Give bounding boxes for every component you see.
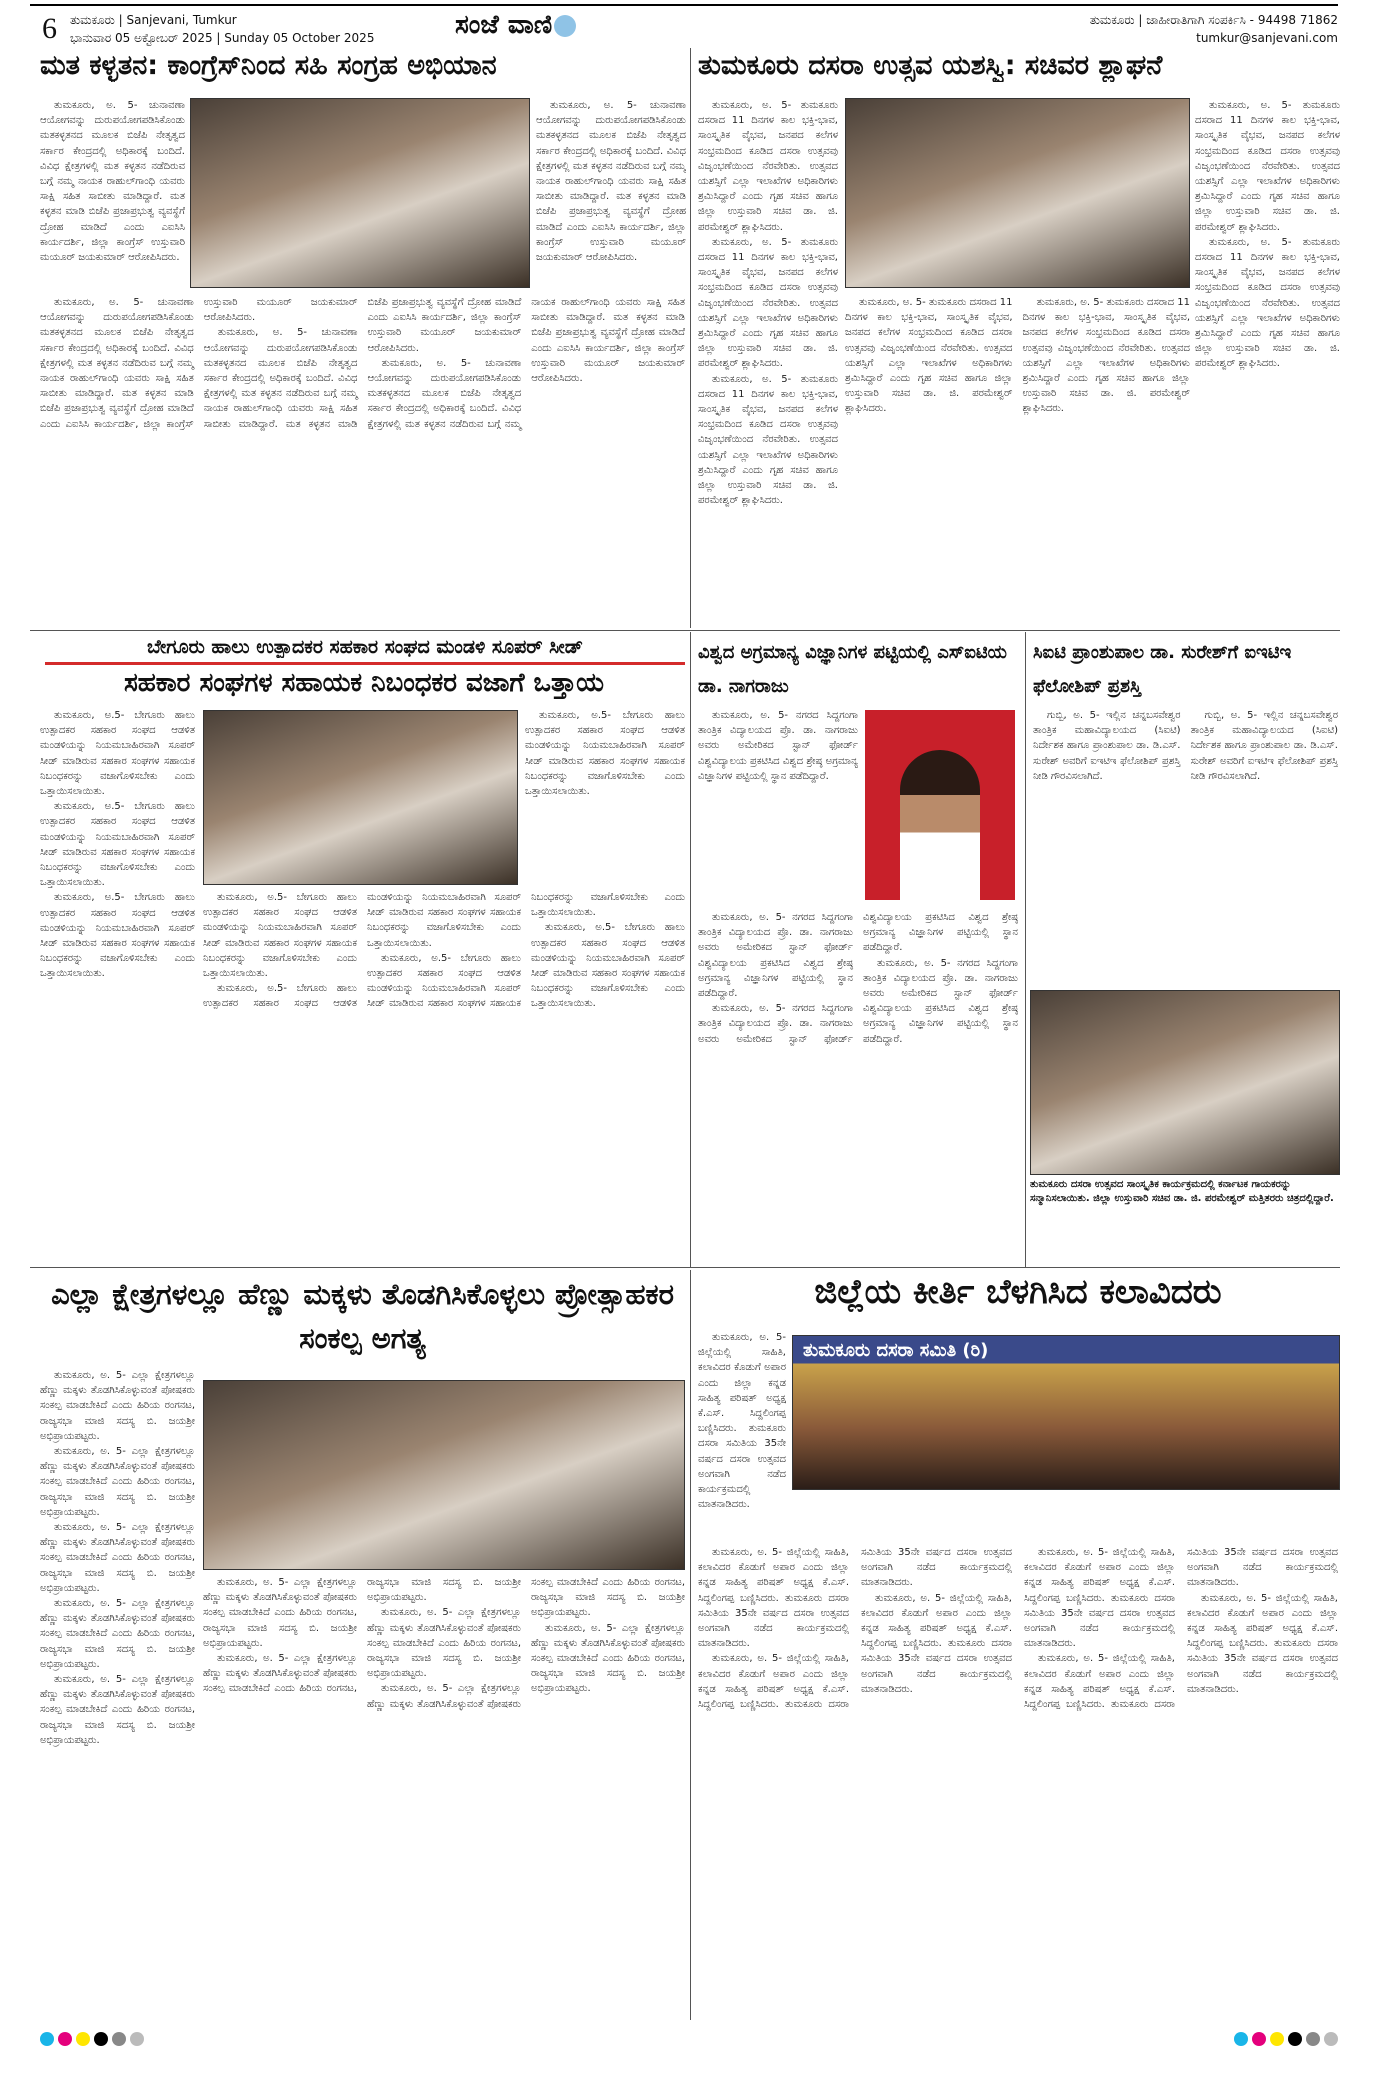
photo-caption: ತುಮಕೂರು ದಸರಾ ಉತ್ಸವದ ಸಾಂಸ್ಕೃತಿಕ ಕಾರ್ಯಕ್ರಮದಲ್ಲಿ ಕರ್ನಾಟಕ ಗಾಯಕರನ್ನು ಸನ್ಮಾನಿಸಲಾಯಿತು. ಜಿಲ್ಲಾ ಉಸ್ತುವಾರಿ ಸಚಿವ ಡಾ. ಜಿ. ಪರಮೇಶ್ವರ್ ಮತ್ತಿತರರು ಚಿತ್ರದಲ್ಲಿದ್ದಾರೆ.: [1030, 1178, 1340, 1263]
paragraph: ತುಮಕೂರು, ಅ. 5- ಚುನಾವಣಾ ಆಯೋಗವನ್ನು ದುರುಪಯೋಗಪಡಿಸಿಕೊಂಡು ಮತಕಳ್ಳತನದ ಮೂಲಕ ಬಿಜೆಪಿ ನೇತೃತ್ವದ ಸರ್ಕಾರ ಕೇಂದ್ರದಲ್ಲಿ ಅಧಿಕಾರಕ್ಕೆ ಬಂದಿದೆ. ವಿವಿಧ ಕ್ಷೇತ್ರಗಳಲ್ಲಿ ಮತ ಕಳ್ಳತನ ನಡೆದಿರುವ ಬಗ್ಗೆ ನಮ್ಮ ನಾಯಕ ರಾಹುಲ್‌ಗಾಂಧಿ ಯವರು ಸಾಕ್ಷಿ ಸಹಿತ ಸಾಬೀತು ಮಾಡಿದ್ದಾರೆ. ಮತ ಕಳ್ಳತನ ಮಾಡಿ ಬಿಜೆಪಿ ಪ್ರಜಾಪ್ರಭುತ್ವ ವ್ಯವಸ್ಥೆಗೆ ದ್ರೋಹ ಮಾಡಿದೆ ಎಂದು ಎಐಸಿಸಿ ಕಾರ್ಯದರ್ಶಿ, ಜಿಲ್ಲಾ ಕಾಂಗ್ರೆಸ್ ಉಸ್ತುವಾರಿ ಮಯೂರ್ ಜಯಕುಮಾರ್ ಆರೋಪಿಸಿದರು.: [40, 100, 185, 264]
color-registration-right: [1234, 2032, 1338, 2046]
paragraph: ತುಮಕೂರು, ಅ.5- ಬೇಗೂರು ಹಾಲು ಉತ್ಪಾದಕರ ಸಹಕಾರ ಸಂಘದ ಆಡಳಿತ ಮಂಡಳಿಯನ್ನು ನಿಯಮಬಾಹಿರವಾಗಿ ಸೂಪರ್ ಸೀಡ್ ಮಾಡಿರುವ ಸಹಕಾರ ಸಂಘಗಳ ಸಹಾಯಕ ನಿಬಂಧಕರನ್ನು ವಜಾಗೊಳಿಸಬೇಕು ಎಂದು ಒತ್ತಾಯಿಸಲಾಯಿತು.: [531, 922, 685, 1010]
paragraph: ತುಮಕೂರು, ಅ.5- ಬೇಗೂರು ಹಾಲು ಉತ್ಪಾದಕರ ಸಹಕಾರ ಸಂಘದ ಆಡಳಿತ ಮಂಡಳಿಯನ್ನು ನಿಯಮಬಾಹಿರವಾಗಿ ಸೂಪರ್ ಸೀಡ್ ಮಾಡಿರುವ ಸಹಕಾರ ಸಂಘಗಳ ಸಹಾಯಕ ನಿಬಂಧಕರನ್ನು ವಜಾಗೊಳಿಸಬೇಕು ಎಂದು ಒತ್ತಾಯಿಸಲಾಯಿತು.: [367, 892, 685, 1010]
paragraph: ತುಮಕೂರು, ಅ. 5- ತುಮಕೂರು ದಸರಾದ 11 ದಿನಗಳ ಕಾಲ ಭಕ್ತಿ-ಭಾವ, ಸಾಂಸ್ಕೃತಿಕ ವೈಭವ, ಜನಪದ ಕಲೆಗಳ ಸಂಭ್ರಮದಿಂದ ಕೂಡಿದ ದಸರಾ ಉತ್ಸವವು ವಿಜೃಂಭಣೆಯಿಂದ ನೆರವೇರಿತು. ಉತ್ಸವದ ಯಶಸ್ಸಿಗೆ ಎಲ್ಲಾ ಇಲಾಖೆಗಳ ಅಧಿಕಾರಿಗಳು ಶ್ರಮಿಸಿದ್ದಾರೆ ಎಂದು ಗೃಹ ಸಚಿವ ಹಾಗೂ ಜಿಲ್ಲಾ ಉಸ್ತುವಾರಿ ಸಚಿವ ಡಾ. ಜಿ. ಪರಮೇಶ್ವರ್ ಶ್ಲಾಘಿಸಿದರು.: [845, 297, 1013, 415]
paragraph: ತುಮಕೂರು, ಅ. 5- ತುಮಕೂರು ದಸರಾದ 11 ದಿನಗಳ ಕಾಲ ಭಕ್ತಿ-ಭಾವ, ಸಾಂಸ್ಕೃತಿಕ ವೈಭವ, ಜನಪದ ಕಲೆಗಳ ಸಂಭ್ರಮದಿಂದ ಕೂಡಿದ ದಸರಾ ಉತ್ಸವವು ವಿಜೃಂಭಣೆಯಿಂದ ನೆರವೇರಿತು. ಉತ್ಸವದ ಯಶಸ್ಸಿಗೆ ಎಲ್ಲಾ ಇಲಾಖೆಗಳ ಅಧಿಕಾರಿಗಳು ಶ್ರಮಿಸಿದ್ದಾರೆ ಎಂದು ಗೃಹ ಸಚಿವ ಹಾಗೂ ಜಿಲ್ಲಾ ಉಸ್ತುವಾರಿ ಸಚಿವ ಡಾ. ಜಿ. ಪರಮೇಶ್ವರ್ ಶ್ಲಾಘಿಸಿದರು.: [1022, 297, 1190, 415]
portrait-nagaraju: [865, 710, 1015, 900]
divider: [30, 630, 1340, 631]
paragraph: ತುಮಕೂರು, ಅ. 5- ನಗರದ ಸಿದ್ದಗಂಗಾ ತಾಂತ್ರಿಕ ವಿದ್ಯಾಲಯದ ಪ್ರೊ. ಡಾ. ನಾಗರಾಜು ಅವರು ಅಮೇರಿಕದ ಸ್ಟಾನ್ ಫೋರ್ಡ್ ವಿಶ್ವವಿದ್ಯಾಲಯ ಪ್ರಕಟಿಸಿದ ವಿಶ್ವದ ಶ್ರೇಷ್ಠ ಅಗ್ರಮಾನ್ಯ ವಿಜ್ಞಾನಿಗಳ ಪಟ್ಟಿಯಲ್ಲಿ ಸ್ಥಾನ ಪಡೆದಿದ್ದಾರೆ.: [698, 912, 1018, 1045]
paragraph: ತುಮಕೂರು, ಅ. 5- ಎಲ್ಲಾ ಕ್ಷೇತ್ರಗಳಲ್ಲೂ ಹೆಣ್ಣು ಮಕ್ಕಳು ತೊಡಗಿಸಿಕೊಳ್ಳುವಂತೆ ಪೋಷಕರು ಸಂಕಲ್ಪ ಮಾಡಬೇಕಿದೆ ಎಂದು ಹಿರಿಯ ರಂಗನಟ, ರಾಜ್ಯಸಭಾ ಮಾಜಿ ಸದಸ್ಯ ಬಿ. ಜಯಶ್ರೀ ಅಭಿಪ್ರಾಯಪಟ್ಟರು.: [40, 1674, 195, 1746]
headline: ಎಲ್ಲಾ ಕ್ಷೇತ್ರಗಳಲ್ಲೂ ಹೆಣ್ಣು ಮಕ್ಕಳು ತೊಡಗಿಸಿಕೊಳ್ಳಲು ಪ್ರೋತ್ಸಾಹಕರ ಸಂಕಲ್ಪ ಅಗತ್ಯ: [51, 1277, 674, 1355]
paragraph: ತುಮಕೂರು, ಅ. 5- ಜಿಲ್ಲೆಯಲ್ಲಿ ಸಾಹಿತಿ, ಕಲಾವಿದರ ಕೊಡುಗೆ ಅಪಾರ ಎಂದು ಜಿಲ್ಲಾ ಕನ್ನಡ ಸಾಹಿತ್ಯ ಪರಿಷತ್ ಅಧ್ಯಕ್ಷ ಕೆ.ಎಸ್. ಸಿದ್ದಲಿಂಗಪ್ಪ ಬಣ್ಣಿಸಿದರು. ತುಮಕೂರು ದಸರಾ ಸಮಿತಿಯ 35ನೇ ವರ್ಷದ ದಸರಾ ಉತ್ಸವದ ಅಂಗವಾಗಿ ನಡೆದ ಕಾರ್ಯಕ್ರಮದಲ್ಲಿ ಮಾತನಾಡಿದರು.: [1024, 1547, 1338, 1711]
article-body: [698, 1330, 786, 1540]
color-registration-left: [40, 2032, 144, 2046]
article-body-side: [1195, 98, 1340, 623]
divider: [690, 48, 691, 628]
paragraph: ತುಮಕೂರು, ಅ. 5- ಚುನಾವಣಾ ಆಯೋಗವನ್ನು ದುರುಪಯೋಗಪಡಿಸಿಕೊಂಡು ಮತಕಳ್ಳತನದ ಮೂಲಕ ಬಿಜೆಪಿ ನೇತೃತ್ವದ ಸರ್ಕಾರ ಕೇಂದ್ರದಲ್ಲಿ ಅಧಿಕಾರಕ್ಕೆ ಬಂದಿದೆ. ವಿವಿಧ ಕ್ಷೇತ್ರಗಳಲ್ಲಿ ಮತ ಕಳ್ಳತನ ನಡೆದಿರುವ ಬಗ್ಗೆ ನಮ್ಮ ನಾಯಕ ರಾಹುಲ್‌ಗಾಂಧಿ ಯವರು ಸಾಕ್ಷಿ ಸಹಿತ ಸಾಬೀತು ಮಾಡಿದ್ದಾರೆ. ಮತ ಕಳ್ಳತನ ಮಾಡಿ ಬಿಜೆಪಿ ಪ್ರಜಾಪ್ರಭುತ್ವ ವ್ಯವಸ್ಥೆಗೆ ದ್ರೋಹ ಮಾಡಿದೆ ಎಂದು ಎಐಸಿಸಿ ಕಾರ್ಯದರ್ಶಿ, ಜಿಲ್ಲಾ ಕಾಂಗ್ರೆಸ್ ಉಸ್ತುವಾರಿ ಮಯೂರ್ ಜಯಕುಮಾರ್ ಆರೋಪಿಸಿದರು.: [367, 297, 685, 430]
article-body-side: [525, 708, 685, 888]
paragraph: ತುಮಕೂರು, ಅ. 5- ಎಲ್ಲಾ ಕ್ಷೇತ್ರಗಳಲ್ಲೂ ಹೆಣ್ಣು ಮಕ್ಕಳು ತೊಡಗಿಸಿಕೊಳ್ಳುವಂತೆ ಪೋಷಕರು ಸಂಕಲ್ಪ ಮಾಡಬೇಕಿದೆ ಎಂದು ಹಿರಿಯ ರಂಗನಟ, ರಾಜ್ಯಸಭಾ ಮಾಜಿ ಸದಸ್ಯ ಬಿ. ಜಯಶ್ರೀ ಅಭಿಪ್ರಾಯಪಟ್ಟರು.: [40, 1446, 195, 1518]
headline: ವಿಶ್ವದ ಅಗ್ರಮಾನ್ಯ ವಿಜ್ಞಾನಿಗಳ ಪಟ್ಟಿಯಲ್ಲಿ ಎಸ್‌ಐಟಿಯ ಡಾ. ನಾಗರಾಜು: [698, 642, 1007, 697]
divider: [690, 632, 691, 1267]
divider: [690, 1270, 691, 2020]
article-body-side: [536, 98, 686, 293]
edition: | Sanjevani, Tumkur: [118, 13, 237, 27]
stage-banner: ತುಮಕೂರು ದಸರಾ ಸಮಿತಿ (ರಿ): [803, 1340, 989, 1361]
paragraph: ತುಮಕೂರು, ಅ.5- ಬೇಗೂರು ಹಾಲು ಉತ್ಪಾದಕರ ಸಹಕಾರ ಸಂಘದ ಆಡಳಿತ ಮಂಡಳಿಯನ್ನು ನಿಯಮಬಾಹಿರವಾಗಿ ಸೂಪರ್ ಸೀಡ್ ಮಾಡಿರುವ ಸಹಕಾರ ಸಂಘಗಳ ಸಹಾಯಕ ನಿಬಂಧಕರನ್ನು ವಜಾಗೊಳಿಸಬೇಕು ಎಂದು ಒತ್ತಾಯಿಸಲಾಯಿತು.: [40, 892, 195, 980]
paragraph: ತುಮಕೂರು, ಅ. 5- ನಗರದ ಸಿದ್ದಗಂಗಾ ತಾಂತ್ರಿಕ ವಿದ್ಯಾಲಯದ ಪ್ರೊ. ಡಾ. ನಾಗರಾಜು ಅವರು ಅಮೇರಿಕದ ಸ್ಟಾನ್ ಫೋರ್ಡ್ ವಿಶ್ವವಿದ್ಯಾಲಯ ಪ್ರಕಟಿಸಿದ ವಿಶ್ವದ ಶ್ರೇಷ್ಠ ಅಗ್ರಮಾನ್ಯ ವಿಜ್ಞಾನಿಗಳ ಪಟ್ಟಿಯಲ್ಲಿ ಸ್ಥಾನ ಪಡೆದಿದ್ದಾರೆ.: [698, 912, 853, 1000]
paragraph: ಗುಬ್ಬಿ, ಅ. 5- ಇಲ್ಲಿನ ಚನ್ನಬಸವೇಶ್ವರ ತಾಂತ್ರಿಕ ಮಹಾವಿದ್ಯಾಲಯದ (ಸಿಐಟಿ) ನಿರ್ದೇಶಕ ಹಾಗೂ ಪ್ರಾಂಶುಪಾಲ ಡಾ. ಡಿ.ಎಸ್. ಸುರೇಶ್ ಅವರಿಗೆ ಐಇಟಿಇ ಫೆಲೋಶಿಪ್ ಪ್ರಶಸ್ತಿ ನೀಡಿ ಗೌರವಿಸಲಾಗಿದೆ.: [1033, 710, 1181, 782]
headline: ಸಿಐಟಿ ಪ್ರಾಂಶುಪಾಲ ಡಾ. ಸುರೇಶ್‌ಗೆ ಐಇಟಿಇ ಫೆಲೋಶಿಪ್ ಪ್ರಶಸ್ತಿ: [1033, 642, 1292, 697]
paragraph: ತುಮಕೂರು, ಅ. 5- ತುಮಕೂರು ದಸರಾದ 11 ದಿನಗಳ ಕಾಲ ಭಕ್ತಿ-ಭಾವ, ಸಾಂಸ್ಕೃತಿಕ ವೈಭವ, ಜನಪದ ಕಲೆಗಳ ಸಂಭ್ರಮದಿಂದ ಕೂಡಿದ ದಸರಾ ಉತ್ಸವವು ವಿಜೃಂಭಣೆಯಿಂದ ನೆರವೇರಿತು. ಉತ್ಸವದ ಯಶಸ್ಸಿಗೆ ಎಲ್ಲಾ ಇಲಾಖೆಗಳ ಅಧಿಕಾರಿಗಳು ಶ್ರಮಿಸಿದ್ದಾರೆ ಎಂದು ಗೃಹ ಸಚಿವ ಹಾಗೂ ಜಿಲ್ಲಾ ಉಸ್ತುವಾರಿ ಸಚಿವ ಡಾ. ಜಿ. ಪರಮೇಶ್ವರ್ ಶ್ಲಾಘಿಸಿದರು.: [698, 100, 838, 233]
paragraph: ತುಮಕೂರು, ಅ. 5- ಚುನಾವಣಾ ಆಯೋಗವನ್ನು ದುರುಪಯೋಗಪಡಿಸಿಕೊಂಡು ಮತಕಳ್ಳತನದ ಮೂಲಕ ಬಿಜೆಪಿ ನೇತೃತ್ವದ ಸರ್ಕಾರ ಕೇಂದ್ರದಲ್ಲಿ ಅಧಿಕಾರಕ್ಕೆ ಬಂದಿದೆ. ವಿವಿಧ ಕ್ಷೇತ್ರಗಳಲ್ಲಿ ಮತ ಕಳ್ಳತನ ನಡೆದಿರುವ ಬಗ್ಗೆ ನಮ್ಮ ನಾಯಕ ರಾಹುಲ್‌ಗಾಂಧಿ ಯವರು ಸಾಕ್ಷಿ ಸಹಿತ ಸಾಬೀತು ಮಾಡಿದ್ದಾರೆ. ಮತ ಕಳ್ಳತನ ಮಾಡಿ ಬಿಜೆಪಿ ಪ್ರಜಾಪ್ರಭುತ್ವ ವ್ಯವಸ್ಥೆಗೆ ದ್ರೋಹ ಮಾಡಿದೆ ಎಂದು ಎಐಸಿಸಿ ಕಾರ್ಯದರ್ಶಿ, ಜಿಲ್ಲಾ ಕಾಂಗ್ರೆಸ್ ಉಸ್ತುವಾರಿ ಮಯೂರ್ ಜಯಕುಮಾರ್ ಆರೋಪಿಸಿದರು.: [40, 297, 358, 430]
paragraph: ತುಮಕೂರು, ಅ. 5- ಚುನಾವಣಾ ಆಯೋಗವನ್ನು ದುರುಪಯೋಗಪಡಿಸಿಕೊಂಡು ಮತಕಳ್ಳತನದ ಮೂಲಕ ಬಿಜೆಪಿ ನೇತೃತ್ವದ ಸರ್ಕಾರ ಕೇಂದ್ರದಲ್ಲಿ ಅಧಿಕಾರಕ್ಕೆ ಬಂದಿದೆ. ವಿವಿಧ ಕ್ಷೇತ್ರಗಳಲ್ಲಿ ಮತ ಕಳ್ಳತನ ನಡೆದಿರುವ ಬಗ್ಗೆ ನಮ್ಮ ನಾಯಕ ರಾಹುಲ್‌ಗಾಂಧಿ ಯವರು ಸಾಕ್ಷಿ ಸಹಿತ ಸಾಬೀತು ಮಾಡಿದ್ದಾರೆ. ಮತ ಕಳ್ಳತನ ಮಾಡಿ ಬಿಜೆಪಿ ಪ್ರಜಾಪ್ರಭುತ್ವ ವ್ಯವಸ್ಥೆಗೆ ದ್ರೋಹ ಮಾಡಿದೆ ಎಂದು ಎಐಸಿಸಿ ಕಾರ್ಯದರ್ಶಿ, ಜಿಲ್ಲಾ ಕಾಂಗ್ರೆಸ್ ಉಸ್ತುವಾರಿ ಮಯೂರ್ ಜಯಕುಮಾರ್ ಆರೋಪಿಸಿದರು.: [536, 100, 686, 264]
paragraph: ತುಮಕೂರು, ಅ. 5- ತುಮಕೂರು ದಸರಾದ 11 ದಿನಗಳ ಕಾಲ ಭಕ್ತಿ-ಭಾವ, ಸಾಂಸ್ಕೃತಿಕ ವೈಭವ, ಜನಪದ ಕಲೆಗಳ ಸಂಭ್ರಮದಿಂದ ಕೂಡಿದ ದಸರಾ ಉತ್ಸವವು ವಿಜೃಂಭಣೆಯಿಂದ ನೆರವೇರಿತು. ಉತ್ಸವದ ಯಶಸ್ಸಿಗೆ ಎಲ್ಲಾ ಇಲಾಖೆಗಳ ಅಧಿಕಾರಿಗಳು ಶ್ರಮಿಸಿದ್ದಾರೆ ಎಂದು ಗೃಹ ಸಚಿವ ಹಾಗೂ ಜಿಲ್ಲಾ ಉಸ್ತುವಾರಿ ಸಚಿವ ಡಾ. ಜಿ. ಪರಮೇಶ್ವರ್ ಶ್ಲಾಘಿಸಿದರು.: [698, 373, 838, 507]
headline: ತುಮಕೂರು ದಸರಾ ಉತ್ಸವ ಯಶಸ್ವಿ: ಸಚಿವರ ಶ್ಲಾಘನೆ: [698, 50, 1163, 81]
kicker: ಬೇಗೂರು ಹಾಲು ಉತ್ಪಾದಕರ ಸಹಕಾರ ಸಂಘದ ಮಂಡಳಿ ಸೂಪರ್ ಸೀಡ್: [147, 636, 583, 658]
paragraph: ತುಮಕೂರು, ಅ.5- ಬೇಗೂರು ಹಾಲು ಉತ್ಪಾದಕರ ಸಹಕಾರ ಸಂಘದ ಆಡಳಿತ ಮಂಡಳಿಯನ್ನು ನಿಯಮಬಾಹಿರವಾಗಿ ಸೂಪರ್ ಸೀಡ್ ಮಾಡಿರುವ ಸಹಕಾರ ಸಂಘಗಳ ಸಹಾಯಕ ನಿಬಂಧಕರನ್ನು ವಜಾಗೊಳಿಸಬೇಕು ಎಂದು ಒತ್ತಾಯಿಸಲಾಯಿತು.: [203, 892, 521, 1010]
date-kn: ಭಾನುವಾರ 05 ಅಕ್ಟೋಬರ್ 2025: [70, 31, 213, 45]
red-rule: [45, 662, 685, 665]
photo-women-event: [203, 1380, 685, 1570]
photo-protest: [203, 710, 518, 885]
paragraph: ತುಮಕೂರು, ಅ.5- ಬೇಗೂರು ಹಾಲು ಉತ್ಪಾದಕರ ಸಹಕಾರ ಸಂಘದ ಆಡಳಿತ ಮಂಡಳಿಯನ್ನು ನಿಯಮಬಾಹಿರವಾಗಿ ಸೂಪರ್ ಸೀಡ್ ಮಾಡಿರುವ ಸಹಕಾರ ಸಂಘಗಳ ಸಹಾಯಕ ನಿಬಂಧಕರನ್ನು ವಜಾಗೊಳಿಸಬೇಕು ಎಂದು ಒತ್ತಾಯಿಸಲಾಯಿತು.: [525, 710, 685, 798]
paragraph: ತುಮಕೂರು, ಅ. 5- ಚುನಾವಣಾ ಆಯೋಗವನ್ನು ದುರುಪಯೋಗಪಡಿಸಿಕೊಂಡು ಮತಕಳ್ಳತನದ ಮೂಲಕ ಬಿಜೆಪಿ ನೇತೃತ್ವದ ಸರ್ಕಾರ ಕೇಂದ್ರದಲ್ಲಿ ಅಧಿಕಾರಕ್ಕೆ ಬಂದಿದೆ. ವಿವಿಧ ಕ್ಷೇತ್ರಗಳಲ್ಲಿ ಮತ ಕಳ್ಳತನ ನಡೆದಿರುವ ಬಗ್ಗೆ ನಮ್ಮ ನಾಯಕ ರಾಹುಲ್‌ಗಾಂಧಿ ಯವರು ಸಾಕ್ಷಿ ಸಹಿತ ಸಾಬೀತು ಮಾಡಿದ್ದಾರೆ. ಮತ ಕಳ್ಳತನ ಮಾಡಿ ಬಿಜೆಪಿ ಪ್ರಜಾಪ್ರಭುತ್ವ ವ್ಯವಸ್ಥೆಗೆ ದ್ರೋಹ ಮಾಡಿದೆ ಎಂದು ಎಐಸಿಸಿ ಕಾರ್ಯದರ್ಶಿ, ಜಿಲ್ಲಾ ಕಾಂಗ್ರೆಸ್ ಉಸ್ತುವಾರಿ ಮಯೂರ್ ಜಯಕುಮಾರ್ ಆರೋಪಿಸಿದರು.: [203, 297, 522, 430]
paragraph: ತುಮಕೂರು, ಅ. 5- ಎಲ್ಲಾ ಕ್ಷೇತ್ರಗಳಲ್ಲೂ ಹೆಣ್ಣು ಮಕ್ಕಳು ತೊಡಗಿಸಿಕೊಳ್ಳುವಂತೆ ಪೋಷಕರು ಸಂಕಲ್ಪ ಮಾಡಬೇಕಿದೆ ಎಂದು ಹಿರಿಯ ರಂಗನಟ, ರಾಜ್ಯಸಭಾ ಮಾಜಿ ಸದಸ್ಯ ಬಿ. ಜಯಶ್ರೀ ಅಭಿಪ್ರಾಯಪಟ್ಟರು.: [203, 1577, 357, 1649]
paragraph: ತುಮಕೂರು, ಅ. 5- ಎಲ್ಲಾ ಕ್ಷೇತ್ರಗಳಲ್ಲೂ ಹೆಣ್ಣು ಮಕ್ಕಳು ತೊಡಗಿಸಿಕೊಳ್ಳುವಂತೆ ಪೋಷಕರು ಸಂಕಲ್ಪ ಮಾಡಬೇಕಿದೆ ಎಂದು ಹಿರಿಯ ರಂಗನಟ, ರಾಜ್ಯಸಭಾ ಮಾಜಿ ಸದಸ್ಯ ಬಿ. ಜಯಶ್ರೀ ಅಭಿಪ್ರಾಯಪಟ್ಟರು.: [40, 1370, 195, 1442]
city: ತುಮಕೂರು: [70, 13, 115, 27]
photo-artists-stage: [792, 1335, 1340, 1490]
headline: ಮತ ಕಳ್ಳತನ: ಕಾಂಗ್ರೆಸ್‌ನಿಂದ ಸಹಿ ಸಂಗ್ರಹ ಅಭಿಯಾನ: [40, 50, 497, 81]
paragraph: ತುಮಕೂರು, ಅ. 5- ಎಲ್ಲಾ ಕ್ಷೇತ್ರಗಳಲ್ಲೂ ಹೆಣ್ಣು ಮಕ್ಕಳು ತೊಡಗಿಸಿಕೊಳ್ಳುವಂತೆ ಪೋಷಕರು ಸಂಕಲ್ಪ ಮಾಡಬೇಕಿದೆ ಎಂದು ಹಿರಿಯ ರಂಗನಟ, ರಾಜ್ಯಸಭಾ ಮಾಜಿ ಸದಸ್ಯ ಬಿ. ಜಯಶ್ರೀ ಅಭಿಪ್ರಾಯಪಟ್ಟರು.: [531, 1622, 685, 1695]
article-body: [40, 1368, 195, 2018]
article-body: [698, 708, 858, 903]
paragraph: ತುಮಕೂರು, ಅ. 5- ಜಿಲ್ಲೆಯಲ್ಲಿ ಸಾಹಿತಿ, ಕಲಾವಿದರ ಕೊಡುಗೆ ಅಪಾರ ಎಂದು ಜಿಲ್ಲಾ ಕನ್ನಡ ಸಾಹಿತ್ಯ ಪರಿಷತ್ ಅಧ್ಯಕ್ಷ ಕೆ.ಎಸ್. ಸಿದ್ದಲಿಂಗಪ್ಪ ಬಣ್ಣಿಸಿದರು. ತುಮಕೂರು ದಸರಾ ಸಮಿತಿಯ 35ನೇ ವರ್ಷದ ದಸರಾ ಉತ್ಸವದ ಅಂಗವಾಗಿ ನಡೆದ ಕಾರ್ಯಕ್ರಮದಲ್ಲಿ ಮಾತನಾಡಿದರು.: [1187, 1592, 1338, 1695]
edition-line: [70, 12, 237, 28]
logo-text: ಸಂಜೆ ವಾಣಿ: [455, 10, 553, 40]
photo-dasara-event: [845, 98, 1190, 288]
paragraph: ತುಮಕೂರು, ಅ.5- ಬೇಗೂರು ಹಾಲು ಉತ್ಪಾದಕರ ಸಹಕಾರ ಸಂಘದ ಆಡಳಿತ ಮಂಡಳಿಯನ್ನು ನಿಯಮಬಾಹಿರವಾಗಿ ಸೂಪರ್ ಸೀಡ್ ಮಾಡಿರುವ ಸಹಕಾರ ಸಂಘಗಳ ಸಹಾಯಕ ನಿಬಂಧಕರನ್ನು ವಜಾಗೊಳಿಸಬೇಕು ಎಂದು ಒತ್ತಾಯಿಸಲಾಯಿತು.: [40, 801, 195, 889]
paragraph: ತುಮಕೂರು, ಅ. 5- ಜಿಲ್ಲೆಯಲ್ಲಿ ಸಾಹಿತಿ, ಕಲಾವಿದರ ಕೊಡುಗೆ ಅಪಾರ ಎಂದು ಜಿಲ್ಲಾ ಕನ್ನಡ ಸಾಹಿತ್ಯ ಪರಿಷತ್ ಅಧ್ಯಕ್ಷ ಕೆ.ಎಸ್. ಸಿದ್ದಲಿಂಗಪ್ಪ ಬಣ್ಣಿಸಿದರು. ತುಮಕೂರು ದಸರಾ ಸಮಿತಿಯ 35ನೇ ವರ್ಷದ ದಸರಾ ಉತ್ಸವದ ಅಂಗವಾಗಿ ನಡೆದ ಕಾರ್ಯಕ್ರಮದಲ್ಲಿ ಮಾತನಾಡಿದರು.: [861, 1592, 1012, 1695]
paragraph: ತುಮಕೂರು, ಅ. 5- ಎಲ್ಲಾ ಕ್ಷೇತ್ರಗಳಲ್ಲೂ ಹೆಣ್ಣು ಮಕ್ಕಳು ತೊಡಗಿಸಿಕೊಳ್ಳುವಂತೆ ಪೋಷಕರು ಸಂಕಲ್ಪ ಮಾಡಬೇಕಿದೆ ಎಂದು ಹಿರಿಯ ರಂಗನಟ, ರಾಜ್ಯಸಭಾ ಮಾಜಿ ಸದಸ್ಯ ಬಿ. ಜಯಶ್ರೀ ಅಭಿಪ್ರಾಯಪಟ್ಟರು.: [40, 1522, 195, 1594]
photo-signature-campaign: [190, 98, 530, 288]
email-link[interactable]: tumkur@sanjevani.com: [1196, 31, 1338, 45]
headline: ಜಿಲ್ಲೆಯ ಕೀರ್ತಿ ಬೆಳಗಿಸಿದ ಕಲಾವಿದರು: [814, 1272, 1222, 1312]
article-body-cont: [698, 1545, 1338, 2018]
paragraph: ತುಮಕೂರು, ಅ. 5- ಜಿಲ್ಲೆಯಲ್ಲಿ ಸಾಹಿತಿ, ಕಲಾವಿದರ ಕೊಡುಗೆ ಅಪಾರ ಎಂದು ಜಿಲ್ಲಾ ಕನ್ನಡ ಸಾಹಿತ್ಯ ಪರಿಷತ್ ಅಧ್ಯಕ್ಷ ಕೆ.ಎಸ್. ಸಿದ್ದಲಿಂಗಪ್ಪ ಬಣ್ಣಿಸಿದರು. ತುಮಕೂರು ದಸರಾ ಸಮಿತಿಯ 35ನೇ ವರ್ಷದ ದಸರಾ ಉತ್ಸವದ ಅಂಗವಾಗಿ ನಡೆದ ಕಾರ್ಯಕ್ರಮದಲ್ಲಿ ಮಾತನಾಡಿದರು.: [698, 1332, 786, 1511]
paragraph: ತುಮಕೂರು, ಅ. 5- ಜಿಲ್ಲೆಯಲ್ಲಿ ಸಾಹಿತಿ, ಕಲಾವಿದರ ಕೊಡುಗೆ ಅಪಾರ ಎಂದು ಜಿಲ್ಲಾ ಕನ್ನಡ ಸಾಹಿತ್ಯ ಪರಿಷತ್ ಅಧ್ಯಕ್ಷ ಕೆ.ಎಸ್. ಸಿದ್ದಲಿಂಗಪ್ಪ ಬಣ್ಣಿಸಿದರು. ತುಮಕೂರು ದಸರಾ ಸಮಿತಿಯ 35ನೇ ವರ್ಷದ ದಸರಾ ಉತ್ಸವದ ಅಂಗವಾಗಿ ನಡೆದ ಕಾರ್ಯಕ್ರಮದಲ್ಲಿ ಮಾತನಾಡಿದರು.: [698, 1547, 849, 1650]
article-body-cont: [203, 890, 685, 1263]
article-body: [698, 98, 838, 623]
article-body-cont: [845, 295, 1190, 625]
paragraph: ತುಮಕೂರು, ಅ. 5- ಎಲ್ಲಾ ಕ್ಷೇತ್ರಗಳಲ್ಲೂ ಹೆಣ್ಣು ಮಕ್ಕಳು ತೊಡಗಿಸಿಕೊಳ್ಳುವಂತೆ ಪೋಷಕರು ಸಂಕಲ್ಪ ಮಾಡಬೇಕಿದೆ ಎಂದು ಹಿರಿಯ ರಂಗನಟ, ರಾಜ್ಯಸಭಾ ಮಾಜಿ ಸದಸ್ಯ ಬಿ. ಜಯಶ್ರೀ ಅಭಿಪ್ರಾಯಪಟ್ಟರು.: [40, 1598, 195, 1670]
paragraph: ತುಮಕೂರು, ಅ. 5- ತುಮಕೂರು ದಸರಾದ 11 ದಿನಗಳ ಕಾಲ ಭಕ್ತಿ-ಭಾವ, ಸಾಂಸ್ಕೃತಿಕ ವೈಭವ, ಜನಪದ ಕಲೆಗಳ ಸಂಭ್ರಮದಿಂದ ಕೂಡಿದ ದಸರಾ ಉತ್ಸವವು ವಿಜೃಂಭಣೆಯಿಂದ ನೆರವೇರಿತು. ಉತ್ಸವದ ಯಶಸ್ಸಿಗೆ ಎಲ್ಲಾ ಇಲಾಖೆಗಳ ಅಧಿಕಾರಿಗಳು ಶ್ರಮಿಸಿದ್ದಾರೆ ಎಂದು ಗೃಹ ಸಚಿವ ಹಾಗೂ ಜಿಲ್ಲಾ ಉಸ್ತುವಾರಿ ಸಚಿವ ಡಾ. ಜಿ. ಪರಮೇಶ್ವರ್ ಶ್ಲಾಘಿಸಿದರು.: [1195, 236, 1340, 370]
paragraph: ತುಮಕೂರು, ಅ. 5- ಜಿಲ್ಲೆಯಲ್ಲಿ ಸಾಹಿತಿ, ಕಲಾವಿದರ ಕೊಡುಗೆ ಅಪಾರ ಎಂದು ಜಿಲ್ಲಾ ಕನ್ನಡ ಸಾಹಿತ್ಯ ಪರಿಷತ್ ಅಧ್ಯಕ್ಷ ಕೆ.ಎಸ್. ಸಿದ್ದಲಿಂಗಪ್ಪ ಬಣ್ಣಿಸಿದರು. ತುಮಕೂರು ದಸರಾ ಸಮಿತಿಯ 35ನೇ ವರ್ಷದ ದಸರಾ ಉತ್ಸವದ ಅಂಗವಾಗಿ ನಡೆದ ಕಾರ್ಯಕ್ರಮದಲ್ಲಿ ಮಾತನಾಡಿದರು.: [698, 1547, 1012, 1711]
paragraph: ತುಮಕೂರು, ಅ. 5- ಎಲ್ಲಾ ಕ್ಷೇತ್ರಗಳಲ್ಲೂ ಹೆಣ್ಣು ಮಕ್ಕಳು ತೊಡಗಿಸಿಕೊಳ್ಳುವಂತೆ ಪೋಷಕರು ಸಂಕಲ್ಪ ಮಾಡಬೇಕಿದೆ ಎಂದು ಹಿರಿಯ ರಂಗನಟ, ರಾಜ್ಯಸಭಾ ಮಾಜಿ ಸದಸ್ಯ ಬಿ. ಜಯಶ್ರೀ ಅಭಿಪ್ರಾಯಪಟ್ಟರು.: [203, 1577, 521, 1695]
paragraph: ತುಮಕೂರು, ಅ.5- ಬೇಗೂರು ಹಾಲು ಉತ್ಪಾದಕರ ಸಹಕಾರ ಸಂಘದ ಆಡಳಿತ ಮಂಡಳಿಯನ್ನು ನಿಯಮಬಾಹಿರವಾಗಿ ಸೂಪರ್ ಸೀಡ್ ಮಾಡಿರುವ ಸಹಕಾರ ಸಂಘಗಳ ಸಹಾಯಕ ನಿಬಂಧಕರನ್ನು ವಜಾಗೊಳಿಸಬೇಕು ಎಂದು ಒತ್ತಾಯಿಸಲಾಯಿತು.: [40, 710, 195, 798]
article-body-cont: [40, 295, 685, 625]
article-body-cont: [203, 1575, 685, 2018]
article-body: [40, 708, 195, 1263]
date-line: [70, 30, 374, 46]
divider: [1025, 632, 1026, 1267]
paragraph: ತುಮಕೂರು, ಅ. 5- ಎಲ್ಲಾ ಕ್ಷೇತ್ರಗಳಲ್ಲೂ ಹೆಣ್ಣು ಮಕ್ಕಳು ತೊಡಗಿಸಿಕೊಳ್ಳುವಂತೆ ಪೋಷಕರು ಸಂಕಲ್ಪ ಮಾಡಬೇಕಿದೆ ಎಂದು ಹಿರಿಯ ರಂಗನಟ, ರಾಜ್ಯಸಭಾ ಮಾಜಿ ಸದಸ್ಯ ಬಿ. ಜಯಶ್ರೀ ಅಭಿಪ್ರಾಯಪಟ್ಟರು.: [367, 1607, 521, 1680]
paragraph: ತುಮಕೂರು, ಅ. 5- ನಗರದ ಸಿದ್ದಗಂಗಾ ತಾಂತ್ರಿಕ ವಿದ್ಯಾಲಯದ ಪ್ರೊ. ಡಾ. ನಾಗರಾಜು ಅವರು ಅಮೇರಿಕದ ಸ್ಟಾನ್ ಫೋರ್ಡ್ ವಿಶ್ವವಿದ್ಯಾಲಯ ಪ್ರಕಟಿಸಿದ ವಿಶ್ವದ ಶ್ರೇಷ್ಠ ಅಗ್ರಮಾನ್ಯ ವಿಜ್ಞಾನಿಗಳ ಪಟ್ಟಿಯಲ್ಲಿ ಸ್ಥಾನ ಪಡೆದಿದ್ದಾರೆ.: [863, 957, 1018, 1045]
globe-icon: [554, 15, 576, 37]
paragraph: ತುಮಕೂರು, ಅ. 5- ನಗರದ ಸಿದ್ದಗಂಗಾ ತಾಂತ್ರಿಕ ವಿದ್ಯಾಲಯದ ಪ್ರೊ. ಡಾ. ನಾಗರಾಜು ಅವರು ಅಮೇರಿಕದ ಸ್ಟಾನ್ ಫೋರ್ಡ್ ವಿಶ್ವವಿದ್ಯಾಲಯ ಪ್ರಕಟಿಸಿದ ವಿಶ್ವದ ಶ್ರೇಷ್ಠ ಅಗ್ರಮಾನ್ಯ ವಿಜ್ಞಾನಿಗಳ ಪಟ್ಟಿಯಲ್ಲಿ ಸ್ಥಾನ ಪಡೆದಿದ್ದಾರೆ.: [698, 710, 858, 782]
article-body-cont: [698, 910, 1018, 1263]
masthead-logo: [455, 10, 578, 41]
paragraph: ತುಮಕೂರು, ಅ. 5- ತುಮಕೂರು ದಸರಾದ 11 ದಿನಗಳ ಕಾಲ ಭಕ್ತಿ-ಭಾವ, ಸಾಂಸ್ಕೃತಿಕ ವೈಭವ, ಜನಪದ ಕಲೆಗಳ ಸಂಭ್ರಮದಿಂದ ಕೂಡಿದ ದಸರಾ ಉತ್ಸವವು ವಿಜೃಂಭಣೆಯಿಂದ ನೆರವೇರಿತು. ಉತ್ಸವದ ಯಶಸ್ಸಿಗೆ ಎಲ್ಲಾ ಇಲಾಖೆಗಳ ಅಧಿಕಾರಿಗಳು ಶ್ರಮಿಸಿದ್ದಾರೆ ಎಂದು ಗೃಹ ಸಚಿವ ಹಾಗೂ ಜಿಲ್ಲಾ ಉಸ್ತುವಾರಿ ಸಚಿವ ಡಾ. ಜಿ. ಪರಮೇಶ್ವರ್ ಶ್ಲಾಘಿಸಿದರು.: [1195, 100, 1340, 233]
paragraph: ತುಮಕೂರು, ಅ. 5- ತುಮಕೂರು ದಸರಾದ 11 ದಿನಗಳ ಕಾಲ ಭಕ್ತಿ-ಭಾವ, ಸಾಂಸ್ಕೃತಿಕ ವೈಭವ, ಜನಪದ ಕಲೆಗಳ ಸಂಭ್ರಮದಿಂದ ಕೂಡಿದ ದಸರಾ ಉತ್ಸವವು ವಿಜೃಂಭಣೆಯಿಂದ ನೆರವೇರಿತು. ಉತ್ಸವದ ಯಶಸ್ಸಿಗೆ ಎಲ್ಲಾ ಇಲಾಖೆಗಳ ಅಧಿಕಾರಿಗಳು ಶ್ರಮಿಸಿದ್ದಾರೆ ಎಂದು ಗೃಹ ಸಚಿವ ಹಾಗೂ ಜಿಲ್ಲಾ ಉಸ್ತುವಾರಿ ಸಚಿವ ಡಾ. ಜಿ. ಪರಮೇಶ್ವರ್ ಶ್ಲಾಘಿಸಿದರು.: [698, 236, 838, 370]
headline: ಸಹಕಾರ ಸಂಘಗಳ ಸಹಾಯಕ ನಿಬಂಧಕರ ವಜಾಗೆ ಒತ್ತಾಯ: [123, 668, 605, 698]
top-rule: [30, 4, 1338, 6]
paragraph: ಗುಬ್ಬಿ, ಅ. 5- ಇಲ್ಲಿನ ಚನ್ನಬಸವೇಶ್ವರ ತಾಂತ್ರಿಕ ಮಹಾವಿದ್ಯಾಲಯದ (ಸಿಐಟಿ) ನಿರ್ದೇಶಕ ಹಾಗೂ ಪ್ರಾಂಶುಪಾಲ ಡಾ. ಡಿ.ಎಸ್. ಸುರೇಶ್ ಅವರಿಗೆ ಐಇಟಿಇ ಫೆಲೋಶಿಪ್ ಪ್ರಶಸ್ತಿ ನೀಡಿ ಗೌರವಿಸಲಾಗಿದೆ.: [1190, 710, 1338, 782]
paragraph: ತುಮಕೂರು, ಅ. 5- ಎಲ್ಲಾ ಕ್ಷೇತ್ರಗಳಲ್ಲೂ ಹೆಣ್ಣು ಮಕ್ಕಳು ತೊಡಗಿಸಿಕೊಳ್ಳುವಂತೆ ಪೋಷಕರು ಸಂಕಲ್ಪ ಮಾಡಬೇಕಿದೆ ಎಂದು ಹಿರಿಯ ರಂಗನಟ, ರಾಜ್ಯಸಭಾ ಮಾಜಿ ಸದಸ್ಯ ಬಿ. ಜಯಶ್ರೀ ಅಭಿಪ್ರಾಯಪಟ್ಟರು.: [367, 1577, 685, 1710]
photo-felicitation: [1030, 990, 1340, 1175]
contact: ತುಮಕೂರು | ಜಾಹೀರಾತಿಗಾಗಿ ಸಂಪರ್ಕಿಸಿ - 94498 71862: [1089, 13, 1338, 27]
divider: [30, 1267, 1340, 1268]
article-body: [1033, 708, 1338, 988]
paragraph: ತುಮಕೂರು, ಅ.5- ಬೇಗೂರು ಹಾಲು ಉತ್ಪಾದಕರ ಸಹಕಾರ ಸಂಘದ ಆಡಳಿತ ಮಂಡಳಿಯನ್ನು ನಿಯಮಬಾಹಿರವಾಗಿ ಸೂಪರ್ ಸೀಡ್ ಮಾಡಿರುವ ಸಹಕಾರ ಸಂಘಗಳ ಸಹಾಯಕ ನಿಬಂಧಕರನ್ನು ವಜಾಗೊಳಿಸಬೇಕು ಎಂದು ಒತ್ತಾಯಿಸಲಾಯಿತು.: [203, 892, 357, 980]
page-number: 6: [42, 12, 57, 45]
paragraph: ತುಮಕೂರು, ಅ. 5- ಜಿಲ್ಲೆಯಲ್ಲಿ ಸಾಹಿತಿ, ಕಲಾವಿದರ ಕೊಡುಗೆ ಅಪಾರ ಎಂದು ಜಿಲ್ಲಾ ಕನ್ನಡ ಸಾಹಿತ್ಯ ಪರಿಷತ್ ಅಧ್ಯಕ್ಷ ಕೆ.ಎಸ್. ಸಿದ್ದಲಿಂಗಪ್ಪ ಬಣ್ಣಿಸಿದರು. ತುಮಕೂರು ದಸರಾ ಸಮಿತಿಯ 35ನೇ ವರ್ಷದ ದಸರಾ ಉತ್ಸವದ ಅಂಗವಾಗಿ ನಡೆದ ಕಾರ್ಯಕ್ರಮದಲ್ಲಿ ಮಾತನಾಡಿದರು.: [1024, 1547, 1175, 1650]
date-en: | Sunday 05 October 2025: [216, 31, 375, 45]
